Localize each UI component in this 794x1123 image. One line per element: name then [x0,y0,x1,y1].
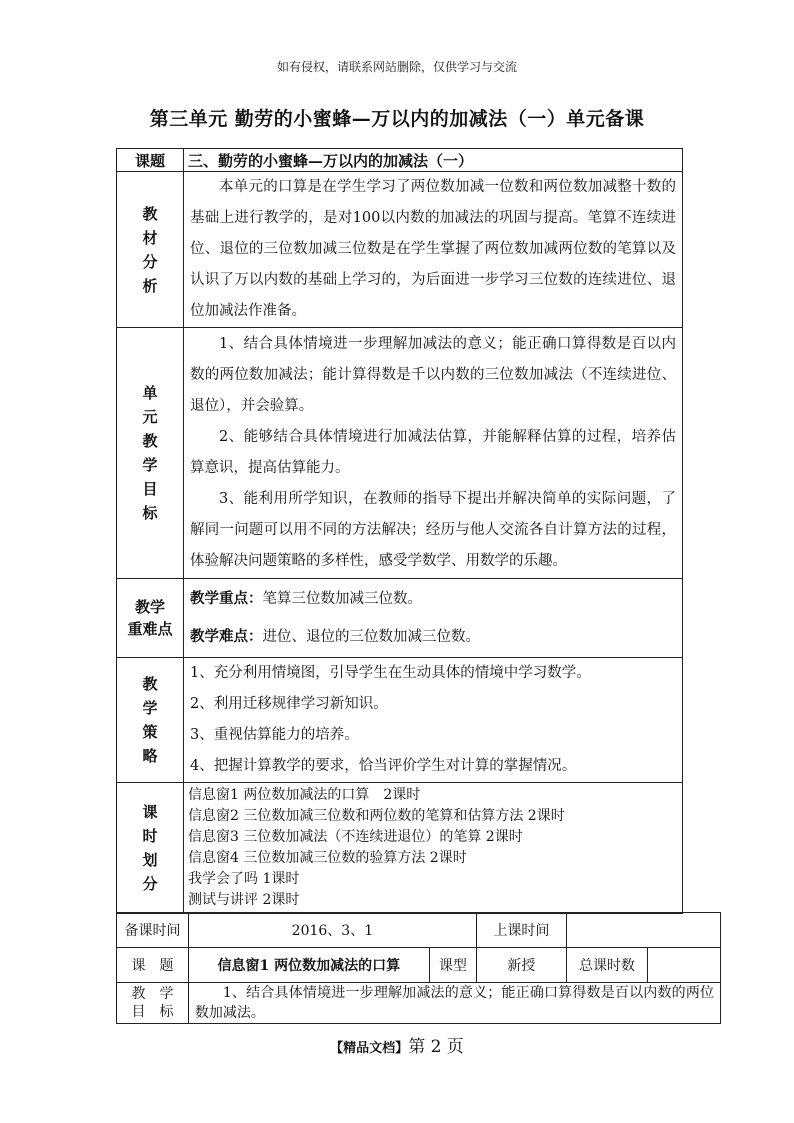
lesson-goal-row [117,983,721,1024]
keypoints-label: 教学 重难点 [117,579,184,658]
prep-time-label: 备课时间 [117,913,189,948]
strategy-item: 1、充分利用情境图，引导学生在生动具体的情境中学习数学。 [190,665,591,681]
schedule-row [117,783,683,914]
schedule-item: 我学会了吗 1课时 [188,871,300,887]
difficulty-point [190,618,676,656]
schedule-label: 课 时 划 分 [117,783,184,914]
difficulty-label: 教学难点： [190,628,263,645]
lesson-topic-row [117,948,721,983]
page-footer [0,1032,794,1057]
goals-label: 单 元 教 学 目 标 [117,328,184,579]
schedule-item: 信息窗1 两位数加减法的口算 2课时 [188,787,421,803]
key-point [190,580,676,618]
lesson-type-value: 新授 [476,948,566,983]
difficulty-text: 进位、退位的三位数加减三位数。 [262,629,480,645]
schedule-item: 测试与讲评 2课时 [188,892,300,908]
lesson-topic-value: 信息窗1 两位数加减法的口算 [188,948,429,983]
schedule-item: 信息窗2 三位数加减三位数和两位数的笔算和估算方法 2课时 [188,808,565,824]
lesson-goal-text: 1、结合具体情境进一步理解加减法的意义；能正确口算得数是百以内数的两位数加减法。 [188,983,720,1024]
strategy-row [117,658,683,783]
lesson-goal-label: 教 学 目 标 [117,983,189,1024]
prep-time-value: 2016、3、1 [188,913,476,948]
topic-value: 三、勤劳的小蜜蜂—万以内的加减法（一） [184,149,683,172]
strategy-label: 教 学 策 略 [117,658,184,783]
unit-plan-table [116,148,683,914]
key-point-text: 笔算三位数加减三位数。 [262,591,422,607]
keypoints-row [117,579,683,658]
analysis-text: 本单元的口算是在学生学习了两位数加减一位数和两位数加减整十数的基础上进行教学的，是对100以内数的加减法的巩固与提高。笔算不连续进位、退位的三位数加减三位数是在学生掌握了两位数加减两位数的笔算以及认识了万以内数的基础上学习的，为后面进一步学习三位数的连续进位、退位加减法作准备。 [184,172,683,328]
analysis-label: 教 材 分 析 [117,172,184,328]
topic-row [117,149,683,172]
schedule-item: 信息窗3 三位数加减法（不连续进退位）的笔算 2课时 [188,829,523,845]
goal-item: 1、结合具体情境进一步理解加减法的意义；能正确口算得数是百以内数的两位数加减法；能计算得数是千以内数的三位数加减法（不连续进位、退位），并会验算。 [190,336,676,414]
total-hours-value [648,948,721,983]
schedule-content [184,783,683,914]
class-time-value [567,913,721,948]
strategy-item: 2、利用迁移规律学习新知识。 [190,696,388,712]
lesson-type-label: 课型 [429,948,476,983]
goal-item: 2、能够结合具体情境进行加减法估算，并能解释估算的过程，培养估算意识，提高估算能力。 [190,429,676,476]
time-row [117,913,721,948]
page-number: 第 2 页 [408,1037,464,1057]
goals-content [184,328,683,579]
lesson-topic-label: 课 题 [117,948,189,983]
class-time-label: 上课时间 [476,913,566,948]
strategy-item: 4、把握计算教学的要求，恰当评价学生对计算的掌握情况。 [190,758,577,774]
lesson-info-table [116,912,721,1024]
topic-label: 课题 [117,149,184,172]
analysis-row [117,172,683,328]
key-point-label: 教学重点： [190,590,263,607]
footer-tag: 【精品文档】 [330,1041,409,1056]
total-hours-label: 总课时数 [567,948,648,983]
header-note: 如有侵权，请联系网站删除，仅供学习与交流 [276,60,517,74]
strategy-item: 3、重视估算能力的培养。 [190,727,359,743]
schedule-item: 信息窗4 三位数加减三位数的验算方法 2课时 [188,850,467,866]
keypoints-content [184,579,683,658]
strategy-content [184,658,683,783]
goals-row [117,328,683,579]
document-title: 第三单元 勤劳的小蜜蜂—万以内的加减法（一）单元备课 [149,108,645,130]
goal-item: 3、能利用所学知识，在教师的指导下提出并解决简单的实际问题，了解同一问题可以用不同的方法解决；经历与他人交流各自计算方法的过程，体验解决问题策略的多样性，感受学数学、用数学的乐趣。 [190,491,676,569]
